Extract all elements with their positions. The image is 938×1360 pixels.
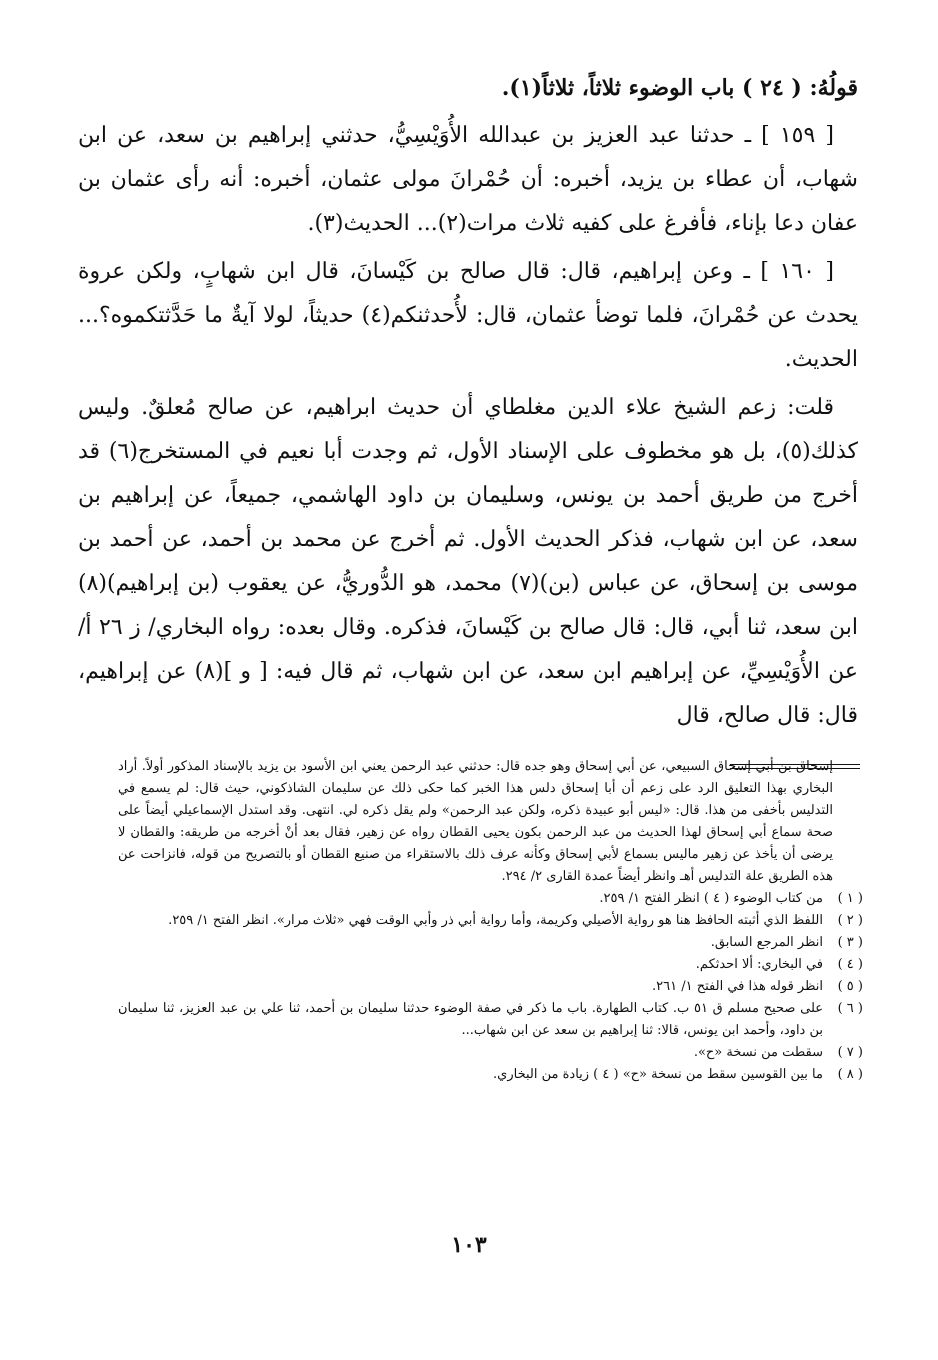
- footnote-text: على صحيح مسلم ق ٥١ ب. كتاب الطهارة. باب ما ذكر في صفة الوضوء حدثنا سليمان بن أحمد، ثنا علي بن عبد العزيز، ثنا سليمان بن داود، وأحمد ابن يونس، قالا: ثنا إبراهيم بن سعد عن ابن شهاب...: [118, 1001, 824, 1038]
- hadith-159: [ ١٥٩ ] ـ حدثنا عبد العزيز بن عبدالله الأُوَيْسِيُّ، حدثني إبراهيم بن سعد، عن ابن شهاب، أن عطاء بن يزيد، أخبره: أن حُمْرانَ مولى عثمان، أخبره: أنه رأى عثمان بن عفان دعا بإناء، فأفرغ على كفيه ثلاث مرات(٢)... الحديث(٣).: [78, 123, 858, 236]
- footnotes-section: [118, 756, 863, 1086]
- footnote-item: [118, 1042, 863, 1064]
- footnote-number: ( ٣ ): [837, 935, 863, 950]
- footnote-text: من كتاب الوضوء ( ٤ ) انظر الفتح ١/ ٢٥٩.: [599, 891, 823, 906]
- footnote-item: [118, 932, 863, 954]
- footnote-item: [118, 1064, 863, 1086]
- footnote-number: ( ٤ ): [837, 957, 863, 972]
- footnote-number: ( ٧ ): [837, 1045, 863, 1060]
- footnote-number: ( ٢ ): [837, 913, 863, 928]
- footnote-item: [118, 954, 863, 976]
- footnote-number: ( ٨ ): [837, 1067, 863, 1082]
- footnote-number: ( ١ ): [837, 891, 863, 906]
- footnote-text: ما بين القوسين سقط من نسخة «ح» ( ٤ ) زيادة من البخاري.: [493, 1067, 823, 1082]
- footnote-text: انظر قوله هذا في الفتح ١/ ٢٦١.: [652, 979, 823, 994]
- footnote-continuation: إسحاق بن أبي إسحاق السبيعي، عن أبي إسحاق وهو جده قال: حدثني عبد الرحمن يعني ابن الأسود بن يزيد بالإسناد المذكور أولاً. أراد البخاري بهذا التعليق الرد على زعم أن أبا إسحاق دلس هذا الخبر كما حكى ذلك عن سليمان الشاذكوني، حيث قال: لم يسمع في التدليس بأخفى من هذا. قال: «ليس أبو عبيدة ذكره، ولكن عبد الرحمن» ولم يقل ذكره لي. انتهى. وقد استدل الإسماعيلي أيضاً على صحة سماع أبي إسحاق لهذا الحديث من عبد الرحمن بكون يحيى القطان رواه عن زهير، فقال بعد أنْ أخرجه من طريقه: والقطان لا يرضى أن يأخذ عن زهير ماليس بسماع لأبي إسحاق وكأنه عرف ذلك بالاستقراء من صنيع القطان أو بالتصريح من قوله، فانزاحت عن هذه الطريق علة التدليس أهـ وانظر أيضاً عمدة القارى ٢/ ٢٩٤.: [118, 759, 833, 884]
- footnote-item: [118, 998, 863, 1042]
- footnote-text: اللفظ الذي أثبته الحافظ هنا هو رواية الأصيلي وكريمة، وأما رواية أبي ذر وأبي الوقت فهي «ثلاث مرار». انظر الفتح ١/ ٢٥٩.: [168, 913, 823, 928]
- page-number: ١٠٣: [451, 1232, 487, 1258]
- footnote-item: [118, 976, 863, 998]
- footnote-number: ( ٥ ): [837, 979, 863, 994]
- footnote-number: ( ٦ ): [837, 1001, 863, 1016]
- main-text: [78, 66, 858, 742]
- commentary-paragraph: قلت: زعم الشيخ علاء الدين مغلطاي أن حديث ابراهيم، عن صالح مُعلقٌ. وليس كذلك(٥)، بل هو مخطوف على الإسناد الأول، ثم وجدت أبا نعيم في المستخرج(٦) قد أخرج من طريق أحمد بن يونس، وسليمان بن داود الهاشمي، جميعاً، عن إبراهيم بن سعد، عن ابن شهاب، فذكر الحديث الأول. ثم أخرج عن محمد بن أحمد، عن أحمد بن موسى بن إسحاق، عن عباس (بن)(٧) محمد، هو الدُّوريُّ، عن يعقوب (بن إبراهيم)(٨) ابن سعد، ثنا أبي، قال: قال صالح بن كَيْسانَ، فذكره. وقال بعده: رواه البخاري/ ز ٢٦ أ/ عن الأُوَيْسِيِّ، عن إبراهيم ابن سعد، عن ابن شهاب، ثم قال فيه: [ و ](٨) عن إبراهيم، قال: قال صالح، قال: [78, 395, 858, 728]
- chapter-heading: قولُهُ: ( ٢٤ ) باب الوضوء ثلاثاً، ثلاثاً(١).: [501, 75, 858, 101]
- footnote-text: سقطت من نسخة «ح».: [693, 1045, 823, 1060]
- hadith-160: [ ١٦٠ ] ـ وعن إبراهيم، قال: قال صالح بن كَيْسانَ، قال ابن شهابٍ، ولكن عروة يحدث عن حُمْرانَ، فلما توضأ عثمان، قال: لأُحدثنكم(٤) حديثاً، لولا آيةٌ ما حَدَّثتكموه؟... الحديث.: [78, 259, 858, 372]
- footnote-text: في البخاري: ألا احدثكم.: [695, 957, 823, 972]
- footnote-item: [118, 910, 863, 932]
- footnote-item: [118, 888, 863, 910]
- footnote-text: انظر المرجع السابق.: [710, 935, 823, 950]
